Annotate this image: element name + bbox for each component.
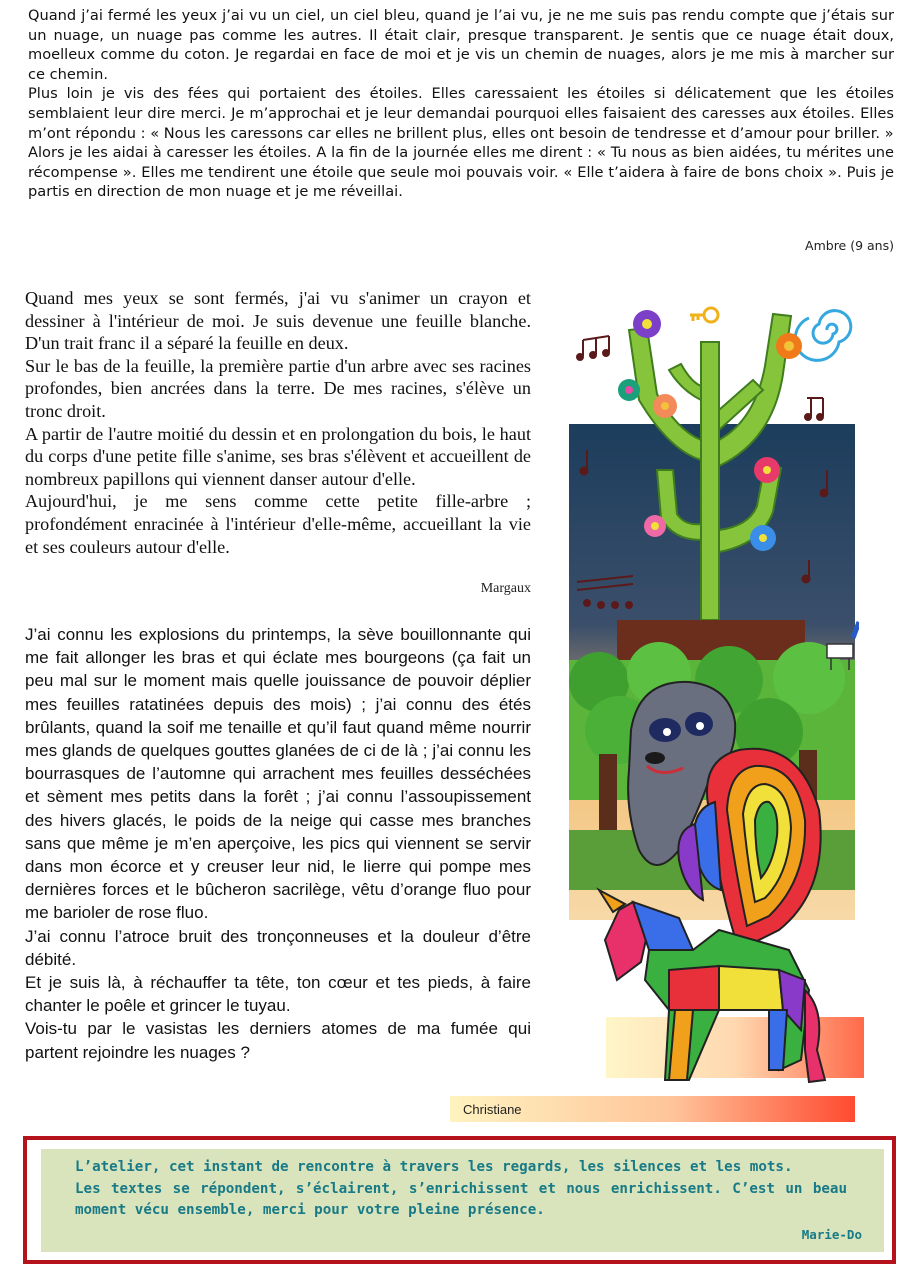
spiral-sun-icon bbox=[795, 311, 850, 361]
author-signature-ambre: Ambre (9 ans) bbox=[805, 238, 894, 253]
story-paragraph: Et je suis là, à réchauffer ta tête, ton cœur et tes pieds, à faire chanter le poêle et grincer le tuyau. bbox=[25, 973, 531, 1016]
story-margaux-text bbox=[25, 287, 531, 558]
author-signature-christiane: Christiane bbox=[463, 1102, 522, 1117]
story-paragraph: J’ai connu les explosions du printemps, la sève bouillonnante qui me fait allonger les bras et qui éclate mes bourgeons (ça fait un peu mal sur le moment mais quelle jouissance de pouvoir déplier mes feuilles ratatinées depuis des mois) ; j’ai connu des étés brûlants, quand la soif me tenaille et qu’il faut quand même nourrir mes glands de quelques gouttes glanées de ci de là ; j’ai connu les bourrasques de l’automne qui arrachent mes feuilles desséchées et sèment mes petits dans la forêt ; j’ai connu l’assoupissement des hivers glacés, le poids de la neige qui casse mes branches sans que même je m’en aperçoive, les pics qui viennent se servir dans mon écorce et y creuser leur nid, le lierre qui pompe mes dernières forces et le bûcheron sacrilège, vêtu d’orange fluo pour me barioler de rose fluo. bbox=[25, 625, 531, 923]
story-paragraph: J’ai connu l’atroce bruit des tronçonneuses et la douleur d’être débité. bbox=[25, 926, 531, 969]
story-paragraph: Plus loin je vis des fées qui portaient des étoiles. Elles caressaient les étoiles si délicatement que les étoiles semblaient leur dire merci. Je m’approchai et je leur demandai pourquoi elles faisaient des caresses aux étoiles. Elles m’ont répondu : « Nous les caressons car elles ne brillent plus, elles ont besoin de tendresse et d’amour pour briller. » bbox=[28, 85, 894, 142]
closing-note-line: Les textes se répondent, s’éclairent, s’enrichissent et nous enrichissent. C’est un beau moment vécu ensemble, merci pour votre pleine présence. bbox=[75, 1180, 847, 1218]
story-ambre-text bbox=[28, 6, 894, 202]
closing-note-text bbox=[75, 1157, 847, 1222]
author-signature-marie-do: Marie-Do bbox=[801, 1227, 862, 1242]
childrens-drawing-illustration bbox=[569, 290, 859, 1100]
story-paragraph: Vois-tu par le vasistas les derniers atomes de ma fumée qui partent rejoindre les nuages ? bbox=[25, 1019, 531, 1062]
story-paragraph: Quand mes yeux se sont fermés, j'ai vu s'animer un crayon et dessiner à l'intérieur de moi. Je suis devenue une feuille blanche. D'un trait franc il a séparé la feuille en deux. bbox=[25, 288, 531, 354]
story-paragraph: Alors je les aidai à caresser les étoiles. A la fin de la journée elles me dirent : « Tu nous as bien aidées, tu mérites une récompense ». Elles me tendirent une étoile que seule moi pouvais voir. « Elle t’aidera à faire de bons choix ». Puis je partis en direction de mon nuage et je me réveillai. bbox=[28, 144, 894, 201]
closing-note-frame bbox=[23, 1136, 896, 1264]
story-christiane-text bbox=[25, 623, 531, 1064]
story-paragraph: Aujourd'hui, je me sens comme cette petite fille-arbre ; profondément enracinée à l'intérieur d'elle-même, accueillant la vie et ses couleurs autour d'elle. bbox=[25, 491, 531, 557]
story-paragraph: Quand j’ai fermé les yeux j’ai vu un ciel, un ciel bleu, quand je l’ai vu, je ne me suis pas rendu compte que j’étais sur un nuage, un nuage pas comme les autres. Il était clair, presque transparent. Je sentis que ce nuage était doux, moelleux comme du coton. Je regardai en face de moi et je vis un chemin de nuages, alors je me mis à marcher sur ce chemin. bbox=[28, 7, 894, 83]
key-icon bbox=[690, 308, 718, 322]
story-paragraph: Sur le bas de la feuille, la première partie d'un arbre avec ses racines profondes, bien ancrées dans la terre. De mes racines, s'élève un tronc droit. bbox=[25, 355, 531, 421]
story-paragraph: A partir de l'autre moitié du dessin et en prolongation du bois, le haut du corps d'une petite fille s'anime, ses bras s'élèvent et accueillent de nombreux papillons qui viennent danser autour d'elle. bbox=[25, 423, 531, 489]
closing-note-line: L’atelier, cet instant de rencontre à travers les regards, les silences et les mots. bbox=[75, 1159, 793, 1175]
closing-note-background bbox=[41, 1149, 884, 1252]
author-signature-margaux: Margaux bbox=[480, 581, 531, 596]
